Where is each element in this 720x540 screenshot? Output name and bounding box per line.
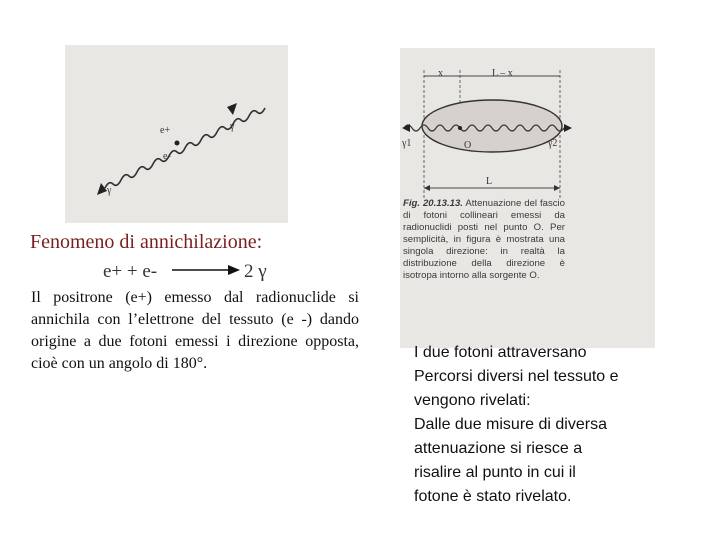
gamma-2-label: γ2 bbox=[548, 138, 558, 149]
right-line-3: vengono rivelati: bbox=[414, 392, 531, 409]
dimension-length-label: L bbox=[486, 176, 493, 187]
dimension-x-label: x bbox=[438, 68, 443, 79]
reaction-left: e+ + e- bbox=[103, 261, 158, 282]
left-paragraph: Il positrone (e+) emesso dal radionuclide si annichila con l’elettrone del tessuto (e -) dando origine a due fotoni emessi i direzione opposta, cioè con un angolo di 180°. bbox=[31, 289, 359, 372]
reaction-arrow-icon bbox=[172, 262, 240, 278]
photon-wave-line bbox=[105, 108, 265, 188]
right-line-2: Percorsi diversi nel tessuto e bbox=[414, 368, 619, 385]
electron-label: e- bbox=[163, 151, 171, 162]
page-title: Fenomeno di annichilazione: bbox=[30, 231, 263, 253]
annihilation-photo bbox=[65, 45, 288, 223]
right-paragraph bbox=[414, 341, 654, 509]
caption-text: Attenuazione del fascio di fotoni collineari emessi da radionuclidi posti nel punto O. Per semplicità, in figura è mostrata una singola direzione: in realtà la distribuzione della direzione è isotropa intorno alla sorgente O. bbox=[403, 198, 566, 281]
annihilation-point bbox=[175, 141, 180, 146]
gamma-upper-label: γ bbox=[230, 121, 235, 132]
annihilation-diagram bbox=[65, 45, 288, 223]
gamma-1-label: γ1 bbox=[402, 138, 412, 149]
right-line-1: I due fotoni attraversano bbox=[414, 344, 587, 361]
right-line-7: fotone è stato rivelato. bbox=[414, 488, 572, 505]
dimension-l-minus-x-label: L – x bbox=[492, 68, 513, 79]
origin-point bbox=[458, 126, 462, 130]
arrow-head-lower bbox=[97, 183, 107, 195]
positron-label: e+ bbox=[160, 125, 171, 136]
right-line-6: risalire al punto in cui il bbox=[414, 464, 576, 481]
beam-arrow-right bbox=[564, 124, 572, 132]
figure-caption bbox=[403, 198, 565, 282]
caption-figure-number: Fig. 20.13.13. bbox=[403, 198, 463, 209]
gamma-lower-label: γ bbox=[107, 185, 112, 196]
reaction-right: 2 γ bbox=[244, 261, 267, 282]
right-line-5: attenuazione si riesce a bbox=[414, 440, 583, 457]
arrow-head-upper bbox=[227, 103, 237, 115]
right-line-4: Dalle due misure di diversa bbox=[414, 416, 607, 433]
origin-label: O bbox=[464, 140, 472, 151]
